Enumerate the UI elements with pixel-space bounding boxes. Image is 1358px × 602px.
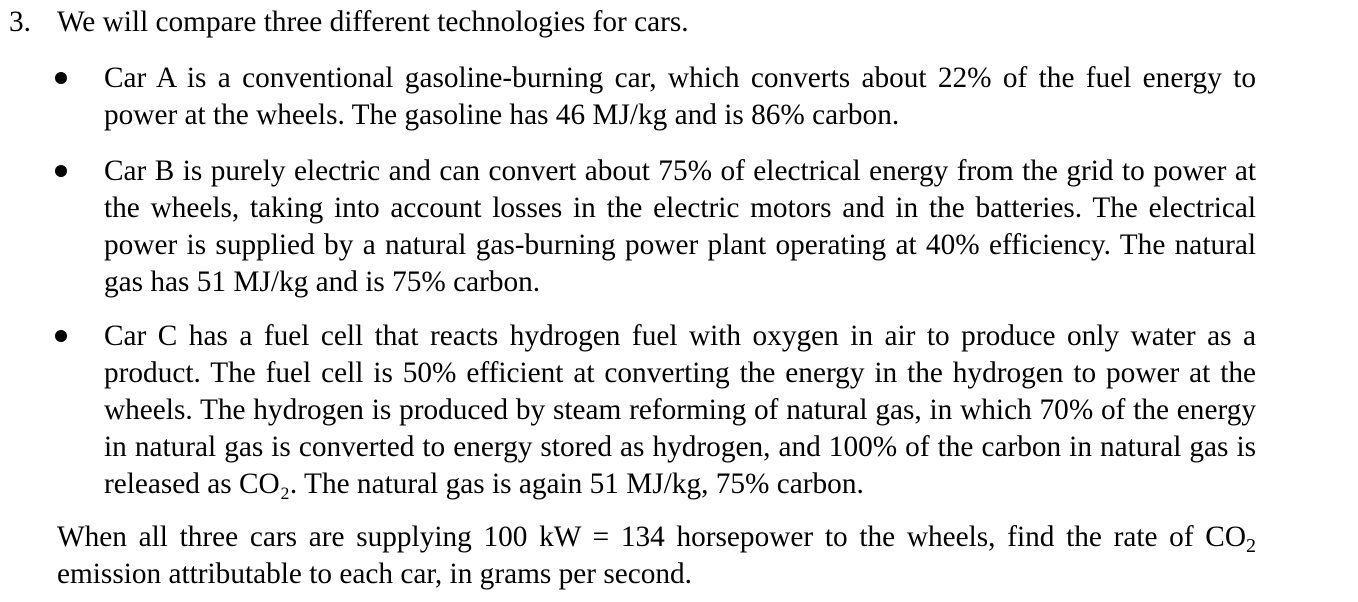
bullet-text-car-c: Car C has a fuel cell that reacts hydrogen fuel with oxygen in air to produce only water as a product. The fuel cell is 50% efficient at converting the energy in the hydrogen to power at the wheels. The hydrogen is produced by steam reforming of natural gas, in which 70% of the energy in natural gas is converted to energy stored as hydrogen, and 100% of the carbon in natural gas is released as CO₂. The natural gas is again 51 MJ/kg, 75% carbon. (104, 320, 1256, 500)
co2-subscript: 2 (1246, 535, 1256, 557)
bullet-dot (55, 165, 67, 177)
question-header (9, 4, 689, 41)
question-intro: We will compare three different technologies for cars. (57, 6, 689, 38)
final-question-text-part1: When all three cars are supplying 100 kW = 134 horsepower to the wheels, find the rate of CO (57, 521, 1246, 553)
question-number: 3. (9, 6, 31, 38)
final-question-paragraph (57, 519, 1256, 593)
bullet-item-car-a (104, 60, 1256, 134)
bullet-item-car-b (104, 153, 1256, 301)
bullet-item-car-c (104, 318, 1256, 503)
bullet-dot (55, 72, 67, 84)
bullet-dot (55, 330, 67, 342)
bullet-text-car-a: Car A is a conventional gasoline-burning car, which converts about 22% of the fuel energy to power at the wheels. The gasoline has 46 MJ/kg and is 86% carbon. (104, 62, 1256, 131)
final-question-text-part2: emission attributable to each car, in grams per second. (57, 557, 693, 590)
bullet-text-car-b: Car B is purely electric and can convert about 75% of electrical energy from the grid to power at the wheels, taking into account losses in the electric motors and in the batteries. The electrical power is supplied by a natural gas-burning power plant operating at 40% efficiency. The natural gas has 51 MJ/kg and is 75% carbon. (104, 155, 1256, 298)
